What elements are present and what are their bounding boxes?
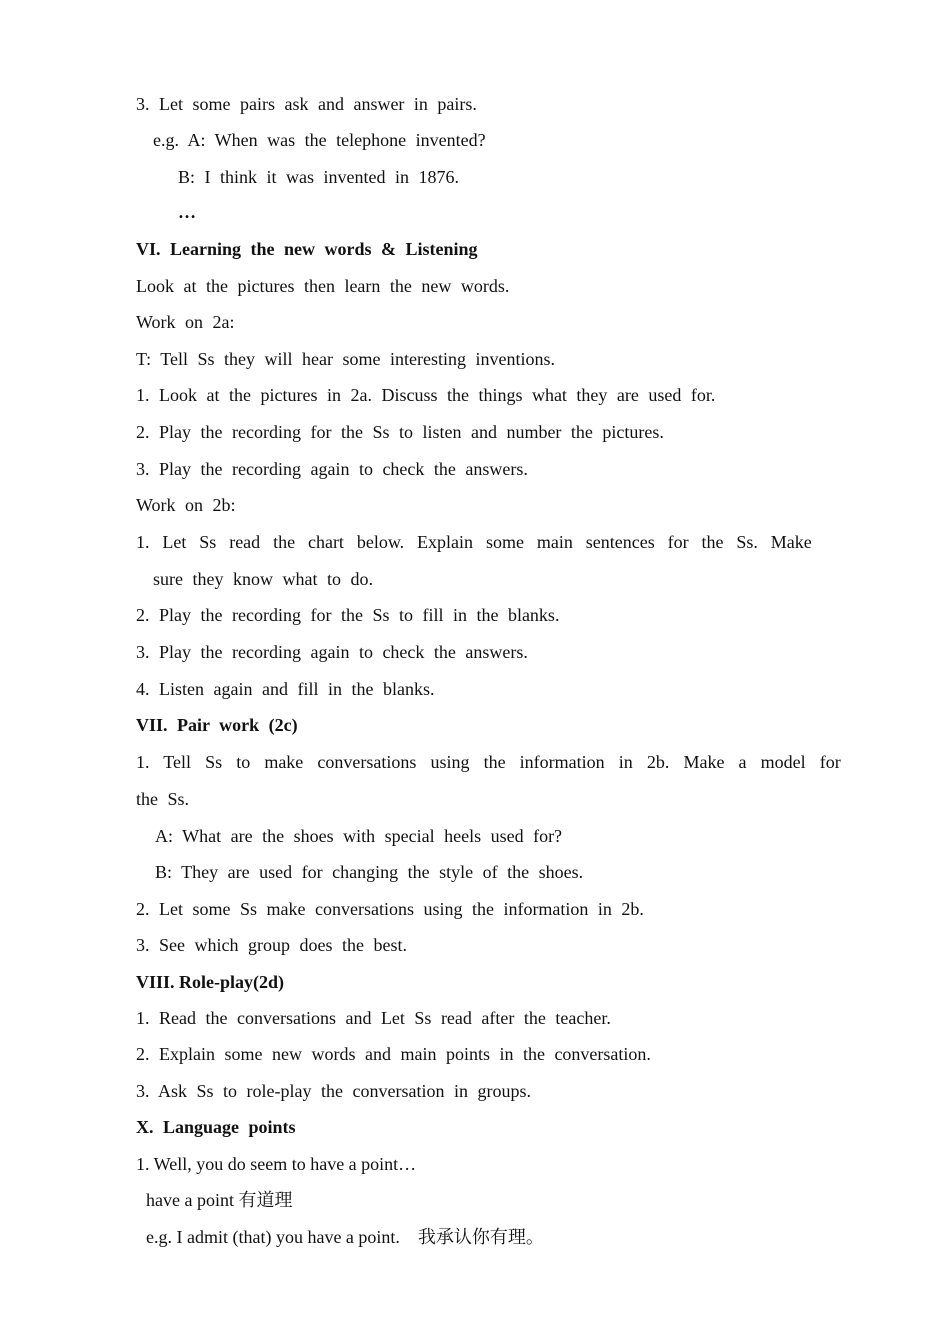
text-line: e.g. I admit (that) you have a point. 我承认你有理。 <box>146 1227 544 1247</box>
text-line: 1. Look at the pictures in 2a. Discuss the things what they are used for. <box>136 385 716 405</box>
text-line: 1. Well, you do seem to have a point… <box>136 1154 417 1174</box>
text-line: 1. Read the conversations and Let Ss read after the teacher. <box>136 1008 611 1028</box>
text-line: 2. Play the recording for the Ss to listen and number the pictures. <box>136 422 664 442</box>
text-line: 2. Explain some new words and main points in the conversation. <box>136 1044 651 1064</box>
text-line: 1. Tell Ss to make conversations using the information in 2b. Make a model for <box>136 752 841 772</box>
text-line: 4. Listen again and fill in the blanks. <box>136 679 435 699</box>
text-line: 1. Let Ss read the chart below. Explain some main sentences for the Ss. Make <box>136 532 812 552</box>
section-heading: VIII. Role-play(2d) <box>136 972 285 992</box>
text-line: the Ss. <box>136 789 190 809</box>
text-line: B: I think it was invented in 1876. <box>178 167 459 187</box>
text-line: 3. Let some pairs ask and answer in pairs. <box>136 94 477 114</box>
text-line: Look at the pictures then learn the new words. <box>136 276 510 296</box>
text-line: Work on 2b: <box>136 495 236 515</box>
text-line: T: Tell Ss they will hear some interesting inventions. <box>136 349 555 369</box>
section-heading: VII. Pair work (2c) <box>136 715 298 735</box>
text-line: e.g. A: When was the telephone invented? <box>153 130 486 150</box>
section-heading: X. Language points <box>136 1117 296 1137</box>
text-line: Work on 2a: <box>136 312 235 332</box>
text-line: have a point 有道理 <box>146 1190 293 1210</box>
ellipsis-line: … <box>178 202 196 222</box>
text-line: B: They are used for changing the style of the shoes. <box>155 862 584 882</box>
text-line: A: What are the shoes with special heels used for? <box>155 826 563 846</box>
text-line: 3. Play the recording again to check the answers. <box>136 459 528 479</box>
text-line: 2. Let some Ss make conversations using the information in 2b. <box>136 899 644 919</box>
text-line: 3. See which group does the best. <box>136 935 407 955</box>
text-line: 3. Ask Ss to role-play the conversation in groups. <box>136 1081 531 1101</box>
section-heading: VI. Learning the new words & Listening <box>136 239 478 259</box>
text-line: sure they know what to do. <box>153 569 373 589</box>
text-line: 3. Play the recording again to check the answers. <box>136 642 528 662</box>
text-line: 2. Play the recording for the Ss to fill in the blanks. <box>136 605 560 625</box>
